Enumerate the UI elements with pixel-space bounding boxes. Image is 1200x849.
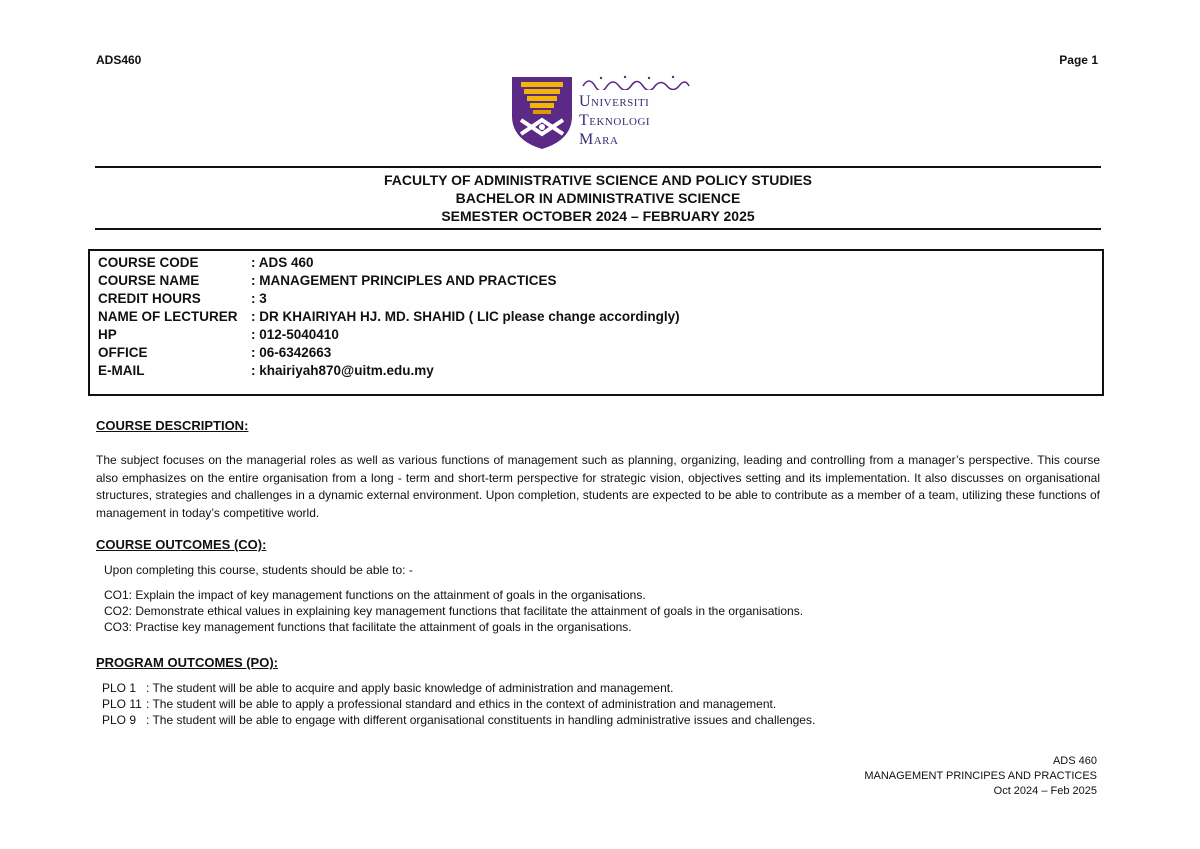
logo-text-mara: Mara — [579, 131, 619, 148]
course-name-label: COURSE NAME — [98, 273, 200, 288]
program-name: BACHELOR IN ADMINISTRATIVE SCIENCE — [455, 190, 741, 206]
plo-text: : The student will be able to acquire and apply basic knowledge of administration and management. — [146, 681, 674, 695]
course-description-heading: COURSE DESCRIPTION: — [96, 418, 249, 433]
program-outcome-item — [102, 713, 815, 727]
course-description-text: The subject focuses on the managerial roles as well as various functions of management such as planning, organizing, leading and controlling from a manager’s perspective. This course also emphasizes on the entire organisation from a long - term and short-term perspective for strategic vision, objectives setting and its implementation. It also discusses on organisational structures, strategies and challenges in a dynamic external environment. Upon completion, students are expected to be able to contribute as a member of a team, utilizing these functions of management in today’s competitive world. — [96, 453, 1100, 520]
logo-text-universiti: Universiti — [579, 93, 650, 110]
email-value[interactable]: : khairiyah870@uitm.edu.my — [251, 363, 434, 378]
plo-text: : The student will be able to apply a professional standard and ethics in the context of administration and management. — [146, 697, 777, 711]
course-info-row — [98, 326, 339, 344]
title-block — [95, 171, 1101, 225]
course-info-row — [98, 272, 557, 290]
footer-course-code: ADS 460 — [1052, 755, 1097, 767]
course-info-row — [98, 254, 314, 272]
course-outcome-item: CO3: Practise key management functions that facilitate the attainment of goals in the organisations. — [104, 620, 632, 634]
header-page-number: Page 1 — [1059, 53, 1098, 67]
email-label: E-MAIL — [98, 363, 145, 378]
title-bottom-rule — [95, 228, 1101, 230]
plo-code: PLO 1 — [102, 681, 137, 695]
course-code-value: : ADS 460 — [251, 255, 314, 270]
logo-text-teknologi: Teknologi — [579, 112, 651, 129]
logo-arabic-script — [581, 74, 691, 90]
hp-label: HP — [98, 327, 117, 342]
course-info-row — [98, 290, 267, 308]
title-top-rule — [95, 166, 1101, 168]
course-outcome-item: CO1: Explain the impact of key management functions on the attainment of goals in the organisations. — [104, 588, 646, 602]
office-label: OFFICE — [98, 345, 148, 360]
page-footer — [864, 754, 1097, 799]
course-outcome-item: CO2: Demonstrate ethical values in explaining key management functions that facilitate the attainment of goals in the organisations. — [104, 604, 804, 618]
course-info-row — [98, 308, 680, 326]
faculty-name: FACULTY OF ADMINISTRATIVE SCIENCE AND POLICY STUDIES — [383, 172, 813, 188]
course-info-row — [98, 344, 331, 362]
course-code-label: COURSE CODE — [98, 255, 199, 270]
plo-text: : The student will be able to engage with different organisational constituents in handling administrative issues and challenges. — [146, 713, 816, 727]
credit-hours-label: CREDIT HOURS — [98, 291, 201, 306]
lecturer-value: : DR KHAIRIYAH HJ. MD. SHAHID ( LIC please change accordingly) — [251, 309, 680, 324]
program-outcomes-heading: PROGRAM OUTCOMES (PO): — [96, 655, 278, 670]
course-outcomes-heading: COURSE OUTCOMES (CO): — [96, 537, 267, 552]
course-info-box — [88, 249, 1104, 396]
office-value: : 06-6342663 — [251, 345, 332, 360]
plo-code: PLO 9 — [102, 713, 137, 727]
course-info-row — [98, 362, 434, 380]
credit-hours-value: : 3 — [251, 291, 267, 306]
program-outcome-item — [102, 697, 776, 711]
semester: SEMESTER OCTOBER 2024 – FEBRUARY 2025 — [441, 208, 755, 224]
footer-course-name: MANAGEMENT PRINCIPES AND PRACTICES — [864, 770, 1097, 782]
course-name-value: : MANAGEMENT PRINCIPLES AND PRACTICES — [251, 273, 557, 288]
program-outcome-item — [102, 681, 673, 695]
hp-value: : 012-5040410 — [251, 327, 339, 342]
plo-code: PLO 11 — [102, 697, 142, 711]
uitm-logo — [511, 76, 691, 150]
uitm-crest-icon — [511, 76, 573, 150]
lecturer-label: NAME OF LECTURER — [98, 309, 238, 324]
course-outcomes-intro: Upon completing this course, students should be able to: - — [104, 563, 413, 577]
header-course-code: ADS460 — [96, 53, 142, 67]
footer-semester: Oct 2024 – Feb 2025 — [993, 785, 1097, 797]
